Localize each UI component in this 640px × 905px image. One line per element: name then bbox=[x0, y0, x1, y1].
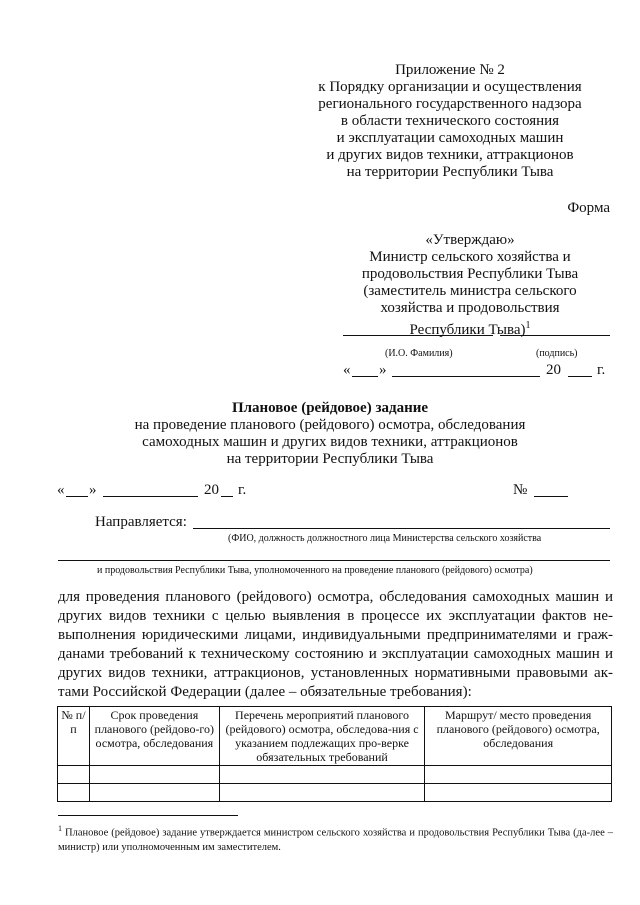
number-line bbox=[534, 496, 568, 497]
task-year: 20 bbox=[204, 482, 219, 498]
table-cell bbox=[219, 766, 425, 784]
appendix-line: к Порядку организации и осуществления bbox=[318, 79, 582, 95]
task-year-line bbox=[221, 496, 233, 497]
approval-date-open: « bbox=[343, 362, 351, 378]
title-line: на проведение планового (рейдового) осмотра, обследования bbox=[134, 417, 526, 433]
task-year-suffix: г. bbox=[238, 482, 247, 498]
column-header-route: Маршрут/ место проведения планового (рейдового) осмотра, обследования bbox=[425, 707, 612, 766]
appendix-line: Приложение № 2 bbox=[395, 62, 505, 78]
appendix-line: и других видов техники, аттракционов bbox=[326, 147, 574, 163]
approval-line: Республики Тыва) bbox=[409, 322, 526, 338]
sent-label: Направляется: bbox=[95, 514, 187, 530]
table-cell bbox=[89, 784, 219, 802]
approval-date-mid: » bbox=[379, 362, 387, 378]
form-label: Форма bbox=[567, 200, 610, 216]
appendix-line: на территории Республики Тыва bbox=[346, 164, 554, 180]
name-caption: (И.О. Фамилия) bbox=[385, 348, 453, 359]
column-header-period: Срок проведения планового (рейдово-го) осмотра, обследования bbox=[89, 707, 219, 766]
signature-line bbox=[500, 335, 610, 336]
inspection-table bbox=[57, 706, 612, 802]
appendix-line: и эксплуатации самоходных машин bbox=[336, 130, 564, 146]
table-cell bbox=[58, 766, 90, 784]
approval-year-suffix: г. bbox=[597, 362, 606, 378]
approval-day-line bbox=[352, 376, 378, 377]
approval-line: Министр сельского хозяйства и bbox=[369, 249, 571, 265]
table-cell bbox=[219, 784, 425, 802]
sent-caption-1: (ФИО, должность должностного лица Министерства сельского хозяйства bbox=[228, 533, 542, 544]
table-cell bbox=[425, 784, 612, 802]
document-title bbox=[40, 400, 620, 468]
appendix-header bbox=[300, 62, 600, 181]
approval-line: «Утверждаю» bbox=[425, 232, 515, 248]
approval-line: продовольствия Республики Тыва bbox=[361, 266, 579, 282]
approval-line: (заместитель министра сельского bbox=[363, 283, 577, 299]
approval-block bbox=[320, 232, 620, 339]
column-header-measures: Перечень мероприятий планового (рейдового) осмотра, обследова-ния с указанием подлежащих про-верке обязательных требований bbox=[219, 707, 425, 766]
appendix-line: в области технического состояния bbox=[340, 113, 560, 129]
purpose-paragraph: для проведения планового (рейдового) осмотра, обследования самоходных машин и других видов техники с целью выявления в процессе их эксплуатации фактов не-выполнения юридическими лицами, индивидуальными предпринимателями и граж-данами требований к техническому состоянию и эксплуатации самоходных машин и других видов техники, аттракционов, установленных нормативными правовыми ак-тами Российской Федерации (далее – обязательные требования): bbox=[58, 589, 613, 700]
table-cell bbox=[425, 766, 612, 784]
footnote-text: Плановое (рейдовое) задание утверждается министром сельского хозяйства и продовольствия Республики Тыва (да-лее – министр) или уполномоченным им заместителем. bbox=[58, 827, 613, 853]
table-row bbox=[58, 784, 612, 802]
footnote-mark: 1 bbox=[525, 320, 531, 331]
sent-line-1 bbox=[193, 528, 610, 529]
task-month-line bbox=[103, 496, 198, 497]
table-cell bbox=[58, 784, 90, 802]
footnote-separator bbox=[58, 815, 238, 816]
task-date-open: « bbox=[57, 482, 65, 498]
approval-year: 20 bbox=[546, 362, 561, 378]
approval-year-line bbox=[568, 376, 592, 377]
column-header-number: № п/п bbox=[58, 707, 90, 766]
title-line: самоходных машин и других видов техники, аттракционов bbox=[142, 434, 518, 450]
table-cell bbox=[89, 766, 219, 784]
appendix-line: регионального государственного надзора bbox=[318, 96, 582, 112]
number-label: № bbox=[513, 482, 528, 498]
approval-month-line bbox=[392, 376, 540, 377]
table-header-row bbox=[58, 707, 612, 766]
sent-caption-2: и продовольствия Республики Тыва, уполномоченного на проведение планового (рейдового) осмотра) bbox=[97, 565, 533, 576]
table-row bbox=[58, 766, 612, 784]
name-signature-line bbox=[343, 335, 493, 336]
task-date-close: » bbox=[89, 482, 97, 498]
footnote bbox=[58, 822, 613, 855]
sent-line-2 bbox=[58, 560, 610, 561]
task-day-line bbox=[66, 496, 88, 497]
approval-line: хозяйства и продовольствия bbox=[380, 300, 560, 316]
title-line: на территории Республики Тыва bbox=[226, 451, 434, 467]
title-heading: Плановое (рейдовое) задание bbox=[231, 400, 429, 416]
signature-caption: (подпись) bbox=[536, 348, 578, 359]
footnote-mark: 1 bbox=[58, 824, 62, 833]
